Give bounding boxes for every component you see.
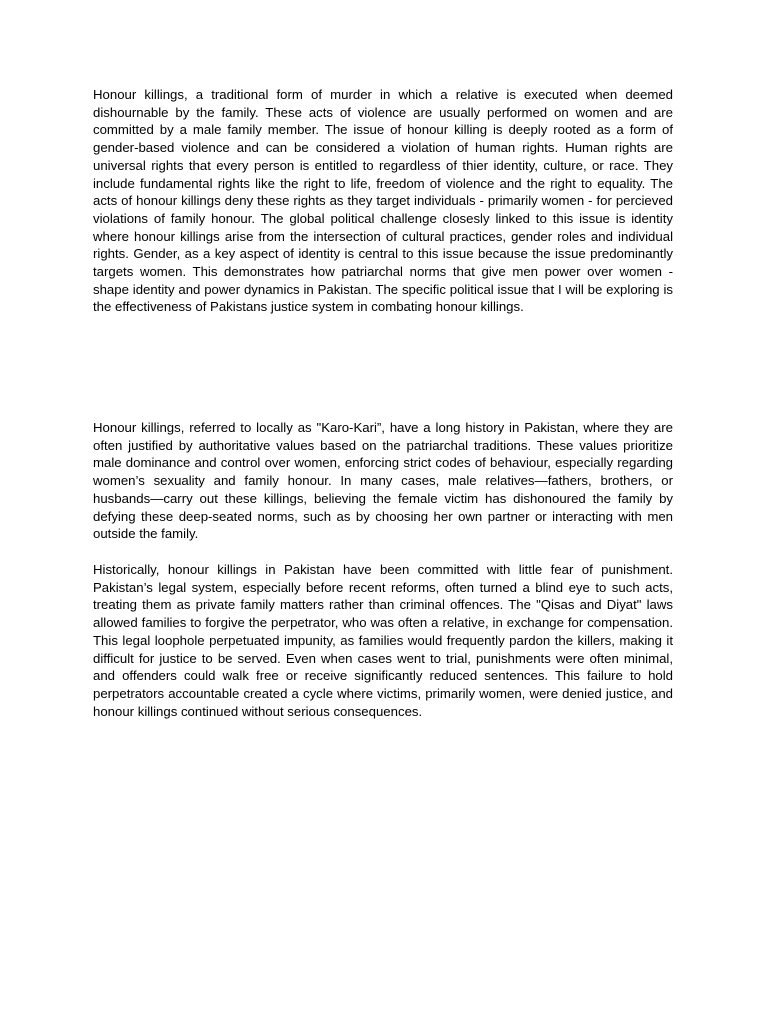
- paragraph-legal-system: Historically, honour killings in Pakistan have been committed with little fear of punishment. Pakistan’s legal system, especially before recent reforms, often turned a blind eye to such acts, treating them as private family matters rather than criminal offences. The "Qisas and Diyat" laws allowed families to forgive the perpetrator, who was often a relative, in exchange for compensation. This legal loophole perpetuated impunity, as families would frequently pardon the killers, making it difficult for justice to be served. Even when cases went to trial, punishments were often minimal, and offenders could walk free or receive significantly reduced sentences. This failure to hold perpetrators accountable created a cycle where victims, primarily women, were denied justice, and honour killings continued without serious consequences.: [93, 562, 673, 719]
- paragraph-introduction: Honour killings, a traditional form of murder in which a relative is executed when deemed dishournable by the family. These acts of violence are usually performed on women and are committed by a male family member. The issue of honour killing is deeply rooted as a form of gender-based violence and can be considered a violation of human rights. Human rights are universal rights that every person is entitled to regardless of thier identity, culture, or race. They include fundamental rights like the right to life, freedom of violence and the right to equality. The acts of honour killings deny these rights as they target individuals - primarily women - for percieved violations of family honour. The global political challenge closesly linked to this issue is identity where honour killings arise from the intersection of cultural practices, gender roles and individual rights. Gender, as a key aspect of identity is central to this issue because the issue predominantly targets women. This demonstrates how patriarchal norms that give men power over women - shape identity and power dynamics in Pakistan. The specific political issue that I will be exploring is the effectiveness of Pakistans justice system in combating honour killings.: [93, 87, 673, 315]
- paragraph-karo-kari-history: Honour killings, referred to locally as "Karo-Kari”, have a long history in Pakistan, where they are often justified by authoritative values based on the patriarchal traditions. These values prioritize male dominance and control over women, enforcing strict codes of behaviour, especially regarding women’s sexuality and family honour. In many cases, male relatives—fathers, brothers, or husbands—carry out these killings, believing the female victim has dishonoured the family by defying these deep-seated norms, such as by choosing her own partner or interacting with men outside the family.: [93, 420, 673, 542]
